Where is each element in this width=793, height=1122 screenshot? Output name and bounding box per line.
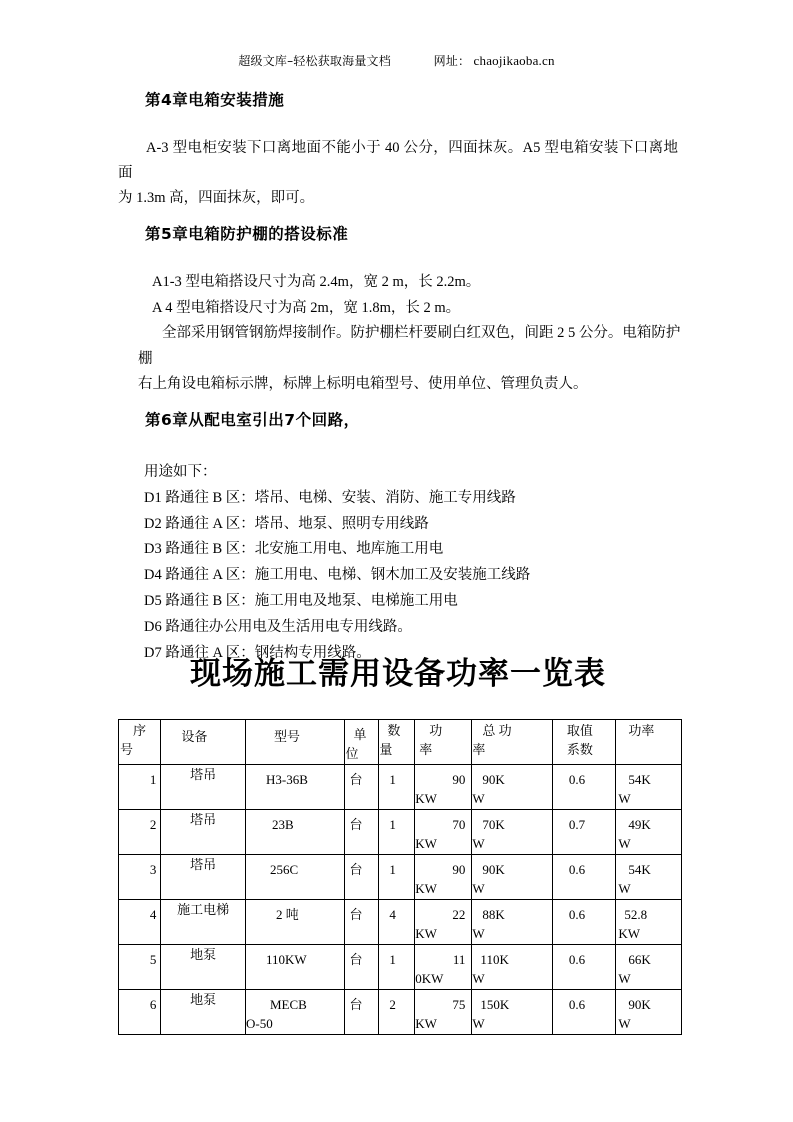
cell-power: 75 KW xyxy=(415,990,472,1035)
section-5-line-4: 右上角设电箱标示牌，标牌上标明电箱型号、使用单位、管理负责人。 xyxy=(138,376,588,392)
cell-coefficient: 0.7 xyxy=(552,810,615,855)
cell-qty: 4 xyxy=(379,900,415,945)
cell-model: H3-36B xyxy=(245,765,344,810)
cell-model: 256C xyxy=(245,855,344,900)
cell-final-power: 66K W xyxy=(616,945,682,990)
cell-no: 4 xyxy=(119,900,161,945)
cell-total-power: 88K W xyxy=(472,900,552,945)
section-6-line-8: D7 路通往 A 区：钢结构专用线路。 xyxy=(144,644,371,661)
col-header-model: 型号 xyxy=(245,720,344,765)
cell-power: 90 KW xyxy=(415,855,472,900)
cell-power: 70 KW xyxy=(415,810,472,855)
cell-qty: 1 xyxy=(379,810,415,855)
section-6-line-4: D3 路通往 B 区：北安施工用电、地库施工用电 xyxy=(144,541,444,558)
section-4-line-2: 为 1.3m 高，四面抹灰，即可。 xyxy=(118,190,315,206)
col-header-power: 功 率 xyxy=(415,720,472,765)
col-header-coefficient: 取值 系数 xyxy=(552,720,615,765)
cell-final-power: 90K W xyxy=(616,990,682,1035)
cell-power: 22 KW xyxy=(415,900,472,945)
page-header xyxy=(0,52,793,69)
cell-coefficient: 0.6 xyxy=(552,990,615,1035)
cell-total-power: 110K W xyxy=(472,945,552,990)
table-row xyxy=(119,765,682,810)
cell-unit: 台 xyxy=(345,990,379,1035)
col-header-final-power: 功率 xyxy=(616,720,682,765)
section-6-line-5: D4 路通往 A 区：施工用电、电梯、钢木加工及安装施工线路 xyxy=(144,567,531,584)
section-6-line-1: 用途如下： xyxy=(144,464,217,480)
section-6-line-7: D6 路通往办公用电及生活用电专用线路。 xyxy=(144,618,412,635)
cell-device: 塔吊 xyxy=(161,765,246,810)
table-body xyxy=(119,765,682,1035)
section-4-paragraph xyxy=(118,136,678,211)
cell-qty: 1 xyxy=(379,765,415,810)
cell-final-power: 54K W xyxy=(616,855,682,900)
section-6-heading: 第6章从配电室引出7个回路， xyxy=(145,411,360,429)
cell-final-power: 54K W xyxy=(616,765,682,810)
cell-power: 90 KW xyxy=(415,765,472,810)
cell-no: 6 xyxy=(119,990,161,1035)
cell-qty: 2 xyxy=(379,990,415,1035)
section-4-line-1: A-3 型电柜安装下口离地面不能小于 40 公分，四面抹灰。A5 型电箱安装下口离地面 xyxy=(118,140,678,181)
table-title: 现场施工需用设备功率一览表 xyxy=(190,656,606,692)
section-5-heading: 第5章电箱防护棚的搭设标准 xyxy=(145,225,349,243)
cell-unit: 台 xyxy=(345,810,379,855)
cell-unit: 台 xyxy=(345,900,379,945)
cell-no: 2 xyxy=(119,810,161,855)
cell-coefficient: 0.6 xyxy=(552,945,615,990)
cell-qty: 1 xyxy=(379,855,415,900)
cell-model: 2 吨 xyxy=(245,900,344,945)
cell-model: MECB O-50 xyxy=(245,990,344,1035)
cell-device: 塔吊 xyxy=(161,855,246,900)
cell-coefficient: 0.6 xyxy=(552,765,615,810)
table-row xyxy=(119,810,682,855)
table-header-row xyxy=(119,720,682,765)
cell-total-power: 90K W xyxy=(472,855,552,900)
cell-device: 塔吊 xyxy=(161,810,246,855)
cell-device: 地泵 xyxy=(161,990,246,1035)
col-header-total-power: 总 功 率 xyxy=(472,720,552,765)
cell-final-power: 52.8 KW xyxy=(616,900,682,945)
col-header-no: 序 号 xyxy=(119,720,161,765)
section-5-line-2: A 4 型电箱搭设尺寸为高 2m，宽 1.8m，长 2 m。 xyxy=(152,299,461,316)
cell-no: 3 xyxy=(119,855,161,900)
table-row xyxy=(119,900,682,945)
header-url-label: 网址： xyxy=(433,54,471,68)
section-6-line-3: D2 路通往 A 区：塔吊、地泵、照明专用线路 xyxy=(144,515,429,532)
section-5-paragraph xyxy=(138,270,683,398)
col-header-qty: 数 量 xyxy=(379,720,415,765)
cell-unit: 台 xyxy=(345,945,379,990)
cell-model: 110KW xyxy=(245,945,344,990)
section-4-heading: 第4章电箱安装措施 xyxy=(145,91,285,109)
table-row xyxy=(119,855,682,900)
col-header-device: 设备 xyxy=(161,720,246,765)
col-header-unit: 单 位 xyxy=(345,720,379,765)
header-site-name: 超级文库–轻松获取海量文档 xyxy=(238,54,391,68)
header-url: chaojikaoba.cn xyxy=(473,53,555,68)
table-row xyxy=(119,990,682,1035)
equipment-power-table xyxy=(118,719,682,1035)
cell-unit: 台 xyxy=(345,855,379,900)
section-5-line-1: A1-3 型电箱搭设尺寸为高 2.4m，宽 2 m，长 2.2m。 xyxy=(152,274,481,290)
cell-total-power: 150K W xyxy=(472,990,552,1035)
cell-qty: 1 xyxy=(379,945,415,990)
cell-device: 施工电梯 xyxy=(161,900,246,945)
cell-model: 23B xyxy=(245,810,344,855)
cell-device: 地泵 xyxy=(161,945,246,990)
cell-power: 11 0KW xyxy=(415,945,472,990)
cell-final-power: 49K W xyxy=(616,810,682,855)
cell-total-power: 70K W xyxy=(472,810,552,855)
equipment-power-table-wrapper xyxy=(118,719,682,1035)
section-6-line-6: D5 路通往 B 区：施工用电及地泵、电梯施工用电 xyxy=(144,592,458,609)
section-6-line-2: D1 路通往 B 区：塔吊、电梯、安装、消防、施工专用线路 xyxy=(144,489,516,506)
cell-unit: 台 xyxy=(345,765,379,810)
section-6-list xyxy=(144,460,689,666)
cell-no: 5 xyxy=(119,945,161,990)
cell-no: 1 xyxy=(119,765,161,810)
section-5-line-3: 全部采用钢管钢筋焊接制作。防护棚栏杆要刷白红双色，间距 2 5 公分。电箱防护棚 xyxy=(138,325,681,367)
cell-coefficient: 0.6 xyxy=(552,900,615,945)
cell-coefficient: 0.6 xyxy=(552,855,615,900)
cell-total-power: 90K W xyxy=(472,765,552,810)
table-row xyxy=(119,945,682,990)
